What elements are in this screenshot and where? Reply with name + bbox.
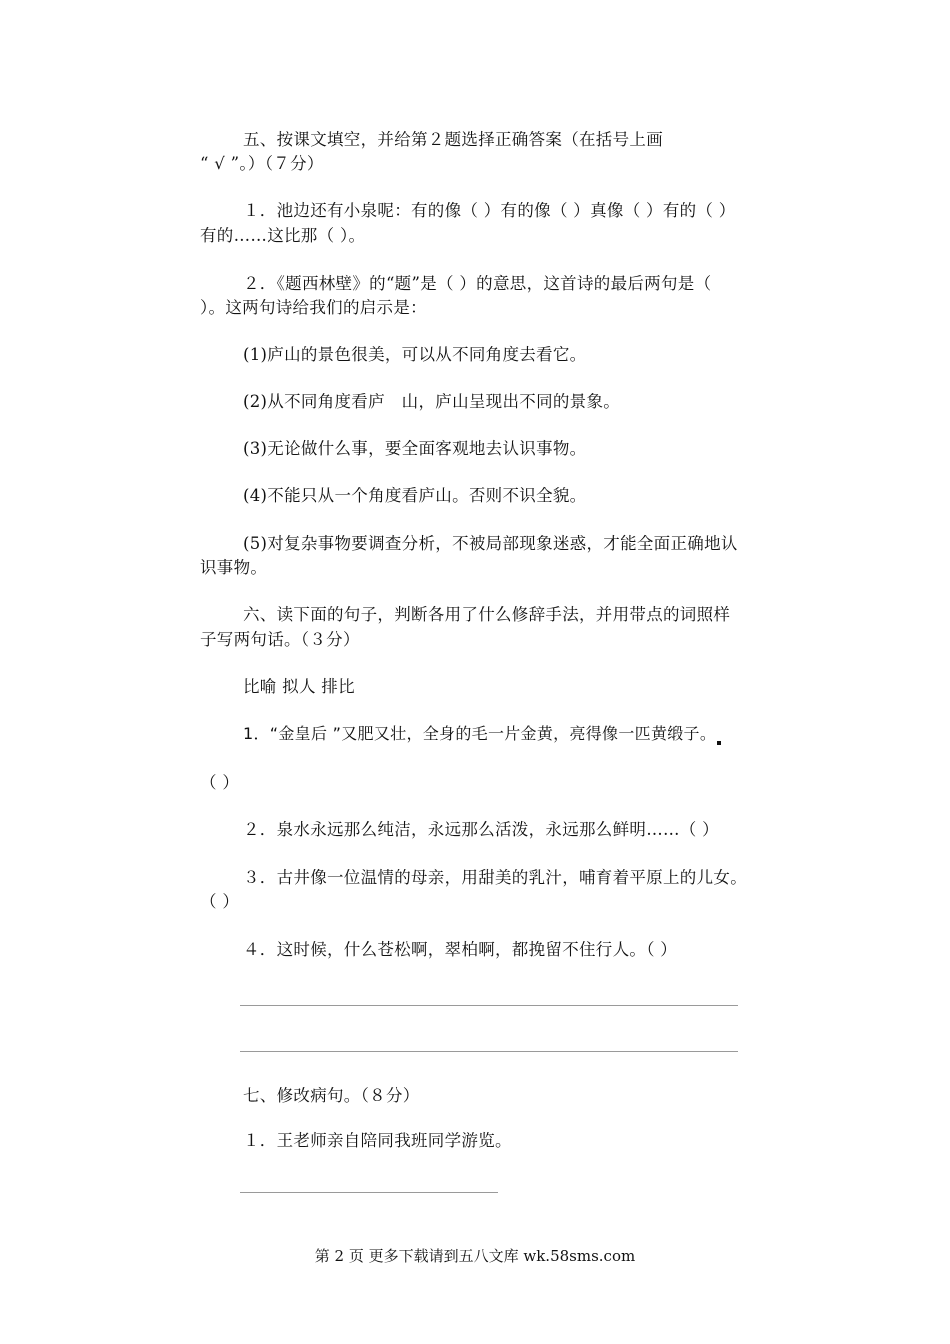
section5-title-line1: 五、按课文填空，并给第２题选择正确答案（在括号上画 bbox=[243, 130, 663, 149]
option-item: (1)庐山的景色很美，可以从不同角度去看它。 bbox=[243, 345, 587, 364]
section5-q2-line2: ）。这两句诗给我们的启示是： bbox=[200, 298, 427, 317]
sentence-3-line1: ３．古井像一位温情的母亲，用甜美的乳汁，哺育着平原上的儿女。 bbox=[243, 868, 747, 887]
section6-title-line2: 子写两句话。（３分） bbox=[200, 630, 360, 649]
emphasis-dot bbox=[717, 741, 721, 745]
sentence-2: ２．泉水永远那么纯洁，永远那么活泼，永远那么鲜明……（ ） bbox=[243, 820, 719, 839]
option-item: (4)不能只从一个角度看庐山。否则不识全貌。 bbox=[243, 486, 587, 505]
sentence-4: ４．这时候，什么苍松啊，翠柏啊，都挽留不住行人。（ ） bbox=[243, 940, 678, 959]
answer-line bbox=[240, 1192, 498, 1193]
sentence-1: 1．“金皇后 ”又肥又壮，全身的毛一片金黄，亮得像一匹黄缎子。 bbox=[243, 724, 717, 743]
option-item: (2)从不同角度看庐 山，庐山呈现出不同的景象。 bbox=[243, 392, 621, 411]
sentence-3-line2: （ ） bbox=[200, 892, 240, 911]
section6-title-line1: 六、读下面的句子，判断各用了什么修辞手法，并用带点的词照样 bbox=[243, 605, 731, 624]
section7-title: 七、修改病句。（８分） bbox=[243, 1086, 420, 1105]
option-item-5-line2: 识事物。 bbox=[200, 558, 268, 577]
option-item-5-line1: (5)对复杂事物要调查分析，不被局部现象迷惑，才能全面正确地认 bbox=[243, 534, 738, 553]
page-footer: 第 2 页 更多下载请到五八文库 wk.58sms.com bbox=[314, 1247, 636, 1265]
answer-line bbox=[240, 1051, 738, 1052]
section5-q1-line2: 有的……这比那（ ）。 bbox=[200, 226, 366, 245]
section5-q1-line1: １．池边还有小泉呢：有的像（ ）有的像（ ）真像（ ）有的（ ） bbox=[243, 201, 736, 220]
section5-q2-line1: ２．《题西林壁》的“题”是（ ）的意思，这首诗的最后两句是（ bbox=[243, 274, 712, 293]
section5-title-line2: “ √ ”。）（７分） bbox=[200, 154, 324, 173]
sentence-1-answer-paren: （ ） bbox=[200, 773, 240, 792]
rhetoric-choices: 比喻 拟人 排比 bbox=[243, 677, 355, 696]
answer-line bbox=[240, 1005, 738, 1006]
section7-q1: １．王老师亲自陪同我班同学游览。 bbox=[243, 1131, 512, 1150]
option-item: (3)无论做什么事，要全面客观地去认识事物。 bbox=[243, 439, 587, 458]
